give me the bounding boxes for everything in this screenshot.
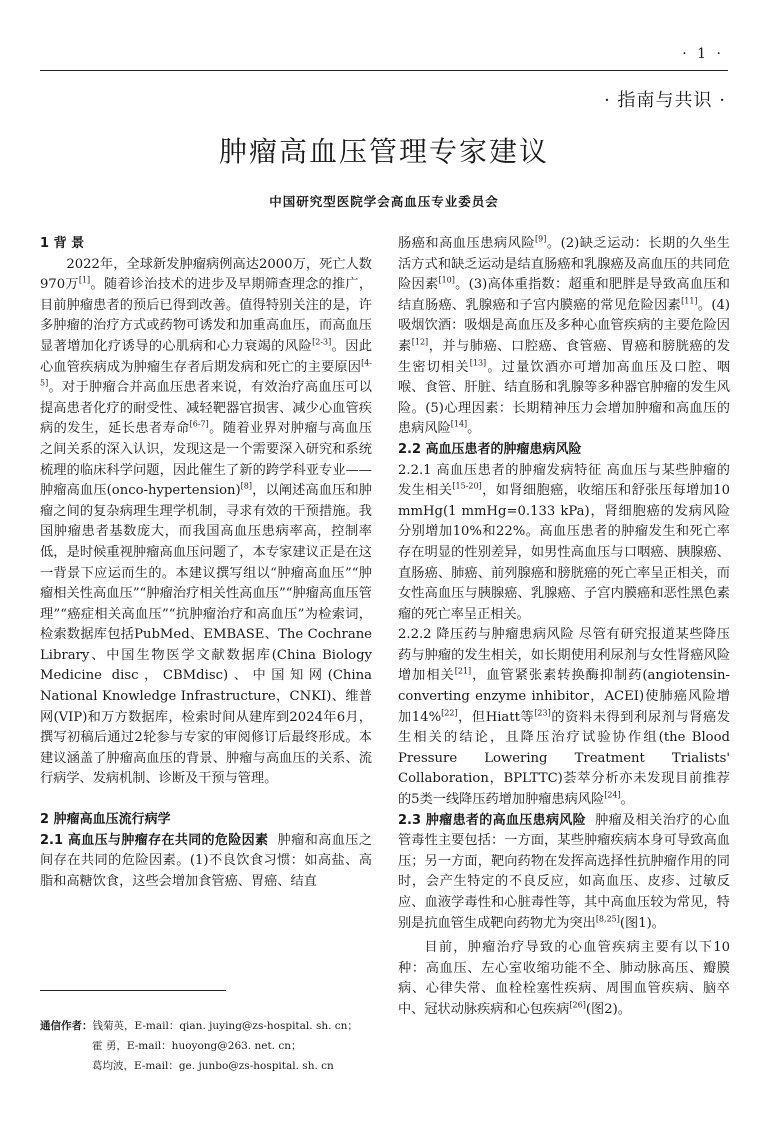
page-number: · 1 · — [682, 46, 724, 62]
paragraph-2-1-continued: 肠癌和高血压患病风险[9]。(2)缺乏运动：长期的久坐生活方式和缺乏运动是结直肠癌和乳腺癌及高血压的共同危险因素[10]。(3)高体重指数：超重和肥胖是导致高血压和结直肠癌、乳腺癌和子宫内膜癌的常见危险因素[11]。(4)吸烟饮酒：吸烟是高血压及多种心血管疾病的主要危险因素[12]，并与肺癌、口腔癌、食管癌、胃癌和膀胱癌的发生密切相关[13]。过量饮酒亦可增加高血压及口腔、咽喉、食管、肝脏、结直肠和乳腺等多种器官肿瘤的发生风险。(5)心理因素：长期精神压力会增加肿瘤和高血压的患病风险[14]。 — [398, 234, 731, 437]
author-email-3: 葛均波，E-mail：ge. junbo@zs-hospital. sh. cn — [92, 1060, 334, 1072]
heading-section-1: 1 背 景 — [40, 236, 85, 251]
footnote-rule — [40, 990, 226, 991]
author-email-2: 霍 勇，E-mail：huoyong@263. net. cn； — [92, 1040, 302, 1052]
heading-section-2-3: 2.3 肿瘤患者的高血压患病风险 — [398, 812, 586, 828]
paragraph-2-2-1: 2.2.1 高血压患者的肿瘤发病特征 高血压与某些肿瘤的发生相关[15-20]，如肾细胞癌，收缩压和舒张压每增加10 mmHg(1 mmHg=0.133 kPa)，肾细胞癌的发病风险分别增加10%和22%。高血压患者的肿瘤发生和死亡率存在明显的性别差异，如男性高血压与口咽癌、胰腺癌、直肠癌、肺癌、前列腺癌和膀胱癌的死亡率呈正相关，而女性高血压与胰腺癌、乳腺癌、子宫内膜癌和恶性黑色素瘤的死亡率呈正相关。 — [398, 462, 731, 622]
left-column — [40, 234, 372, 892]
heading-section-2-1: 2.1 高血压与肿瘤存在共同的危险因素 — [40, 832, 269, 848]
author-email-1: 钱菊英，E-mail：qian. juying@zs-hospital. sh. cn； — [92, 1020, 358, 1032]
author-organization: 中国研究型医院学会高血压专业委员会 — [269, 194, 499, 209]
paragraph-2-1: 2.1 高血压与肿瘤存在共同的危险因素 肿瘤和高血压之间存在共同的危险因素。(1)不良饮食习惯：如高盐、高脂和高糖饮食，这些会增加食管癌、胃癌、结直 — [40, 832, 373, 889]
paragraph-2-3: 2.3 肿瘤患者的高血压患病风险 肿瘤及相关治疗的心血管毒性主要包括：一方面，某些肿瘤疾病本身可导致高血压；另一方面，靶向药物在发挥高选择性抗肿瘤作用的同时，会产生特定的不良反应，如高血压、皮疹、过敏反应、血液学毒性和心脏毒性等，其中高血压较为常见，特别是抗血管生成靶向药物尤为突出[8,25](图1)。 — [398, 812, 731, 931]
right-column — [398, 234, 730, 1021]
paragraph-2-2-2: 2.2.2 降压药与肿瘤患病风险 尽管有研究报道某些降压药与肿瘤的发生相关，如长期使用利尿剂与女性肾癌风险增加相关[21]，血管紧张素转换酶抑制药(angiotensin-converting enzyme inhibitor，ACEI)使肺癌风险增加14%[22]，但Hiatt等[23]的资料未得到利尿剂与肾癌发生相关的结论，且降压治疗试验协作组(the Blood Pressure Lowering Treatment Trialists' Collaboration，BPLTTC)荟萃分析亦未发现目前推荐的5类一线降压药增加肿瘤患病风险[24]。 — [398, 627, 731, 808]
heading-section-2-2: 2.2 高血压患者的肿瘤患病风险 — [398, 441, 582, 457]
header-rule — [40, 70, 728, 71]
section-tag: · 指南与共识 · — [604, 90, 726, 111]
heading-section-2: 2 肿瘤高血压流行病学 — [40, 812, 171, 828]
corresponding-authors — [40, 1016, 358, 1076]
paragraph-background: 2022年，全球新发肿瘤病例高达2000万，死亡人数970万[1]。随着诊治技术的进步及早期筛查理念的推广，目前肿瘤患者的预后已得到改善。值得特别关注的是，许多肿瘤的治疗方式或药物可诱发和加重高血压，而高血压显著增加化疗诱导的心肌病和心力衰竭的风险[2-3]。因此心血管疾病成为肿瘤生存者后期发病和死亡的主要原因[4-5]。对于肿瘤合并高血压患者来说，有效治疗高血压可以提高患者化疗的耐受性、减轻靶器官损害、减少心血管疾病的发生，延长患者寿命[6-7]。随着业界对肿瘤与高血压之间关系的深入认识，发现这是一个需要深入研究和系统梳理的临床科学问题，因此催生了新的跨学科亚专业——肿瘤高血压(onco-hypertension)[8]，以阐述高血压和肿瘤之间的复杂病理生理学机制，寻求有效的干预措施。我国肿瘤患者基数庞大，而我国高血压患病率高，控制率低，是时候重视肿瘤高血压问题了，本专家建议正是在这一背景下应运而生的。本建议撰写组以“肿瘤高血压”“肿瘤相关性高血压”“肿瘤治疗相关性高血压”“肿瘤高血压管理”“癌症相关高血压”“抗肿瘤治疗和高血压”为检索词，检索数据库包括PubMed、EMBASE、The Cochrane Library、中国生物医学文献数据库(China Biology Medicine disc，CBMdisc)、中国知网(China National Knowledge Infrastructure，CNKI)、维普网(VIP)和万方数据库，检索时间从建库到2024年6月，撰写初稿后通过2轮参与专家的审阅修订后最终形成。本建议涵盖了肿瘤高血压的背景、肿瘤与高血压的关系、流行病学、发病机制、诊断及干预与管理。 — [40, 256, 373, 787]
article-title: 肿瘤高血压管理专家建议 — [218, 135, 549, 168]
footnote-label: 通信作者： — [40, 1020, 93, 1032]
paragraph-2-3-second: 目前，肿瘤治疗导致的心血管疾病主要有以下10种：高血压、左心室收缩功能不全、肺动脉高压、瓣膜病、心律失常、血栓栓塞性疾病、周围血管疾病、脑卒中、冠状动脉疾病和心包疾病[26](图2)。 — [398, 940, 730, 1017]
